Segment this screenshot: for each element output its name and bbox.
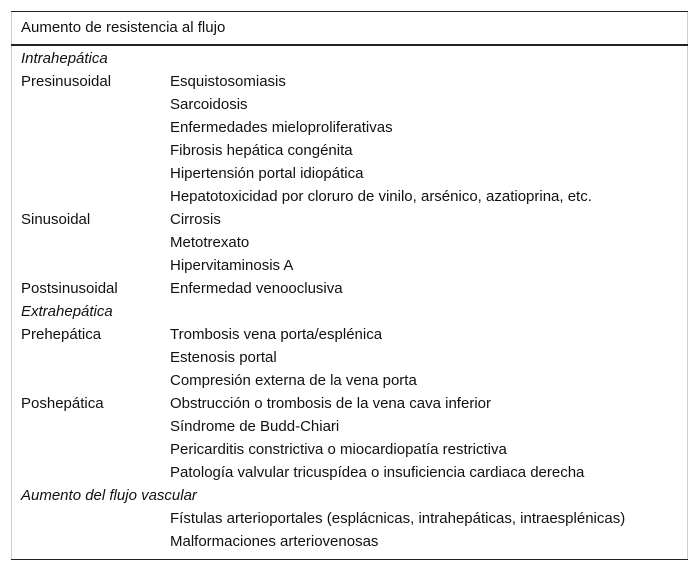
cause-cell: Estenosis portal: [170, 349, 277, 366]
category-cell: Prehepática: [21, 326, 102, 343]
cause-cell: Síndrome de Budd-Chiari: [170, 418, 340, 435]
section-heading-row: [11, 300, 688, 323]
table-row: [11, 507, 688, 530]
table-row: [11, 438, 688, 461]
table-row: [11, 93, 688, 116]
table-header-cell: Aumento de resistencia al flujo: [21, 19, 226, 36]
section-heading: Aumento del flujo vascular: [21, 487, 197, 504]
category-cell: Presinusoidal: [21, 73, 112, 90]
category-cell: Sinusoidal: [21, 211, 91, 228]
cause-cell: Sarcoidosis: [170, 96, 248, 113]
table-row: [11, 369, 688, 392]
cause-cell: Malformaciones arteriovenosas: [170, 533, 379, 550]
table-row: [11, 392, 688, 415]
section-heading-row: [11, 47, 688, 70]
cause-cell: Compresión externa de la vena porta: [170, 372, 417, 389]
cause-cell: Trombosis vena porta/esplénica: [170, 326, 383, 343]
category-cell: Postsinusoidal: [21, 280, 118, 297]
table-row: [11, 323, 688, 346]
cause-cell: Obstrucción o trombosis de la vena cava inferior: [170, 395, 491, 412]
table-row: [11, 70, 688, 93]
table-header-row: [11, 12, 688, 46]
table-row: [11, 415, 688, 438]
section-heading-row: [11, 484, 688, 507]
table-row: [11, 461, 688, 484]
table-body: [11, 47, 688, 553]
section-heading: Intrahepática: [21, 50, 108, 67]
causes-table: [11, 11, 688, 560]
cause-cell: Fibrosis hepática congénita: [170, 142, 353, 159]
table-row: [11, 185, 688, 208]
cause-cell: Fístulas arterioportales (esplácnicas, intrahepáticas, intraesplénicas): [170, 510, 626, 527]
cause-cell: Metotrexato: [170, 234, 250, 251]
cause-cell: Hipertensión portal idiopática: [170, 165, 364, 182]
table-row: [11, 116, 688, 139]
table-row: [11, 208, 688, 231]
table-row: [11, 254, 688, 277]
cause-cell: Cirrosis: [170, 211, 221, 228]
cause-cell: Enfermedad venooclusiva: [170, 280, 343, 297]
table-row: [11, 277, 688, 300]
table-row: [11, 162, 688, 185]
cause-cell: Hepatotoxicidad por cloruro de vinilo, arsénico, azatioprina, etc.: [170, 188, 592, 205]
cause-cell: Patología valvular tricuspídea o insuficiencia cardiaca derecha: [170, 464, 585, 481]
table-row: [11, 139, 688, 162]
cause-cell: Esquistosomiasis: [170, 73, 286, 90]
cause-cell: Enfermedades mieloproliferativas: [170, 119, 393, 136]
table-row: [11, 231, 688, 254]
category-cell: Poshepática: [21, 395, 104, 412]
cause-cell: Hipervitaminosis A: [170, 257, 294, 274]
table-row: [11, 530, 688, 553]
section-heading: Extrahepática: [21, 303, 113, 320]
cause-cell: Pericarditis constrictiva o miocardiopatía restrictiva: [170, 441, 507, 458]
table-row: [11, 346, 688, 369]
